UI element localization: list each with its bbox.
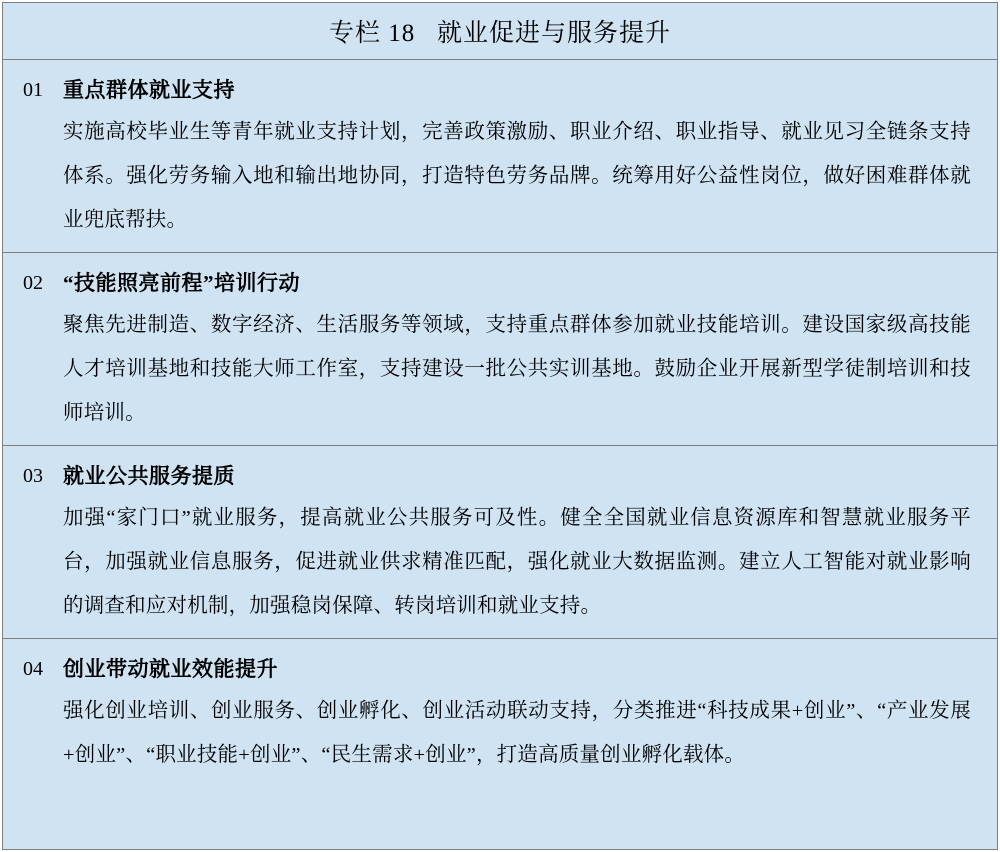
item-number: 03 [23, 465, 43, 487]
item-heading: “技能照亮前程”培训行动 [63, 271, 300, 295]
list-item [3, 639, 997, 787]
item-heading: 就业公共服务提质 [63, 464, 235, 488]
item-number: 02 [23, 272, 43, 294]
item-heading: 重点群体就业支持 [63, 78, 235, 102]
item-body [63, 265, 997, 435]
item-body [63, 651, 997, 777]
box-title [3, 3, 997, 60]
item-text: 聚焦先进制造、数字经济、生活服务等领域，支持重点群体参加就业技能培训。建设国家级高技能人才培训基地和技能大师工作室，支持建设一批公共实训基地。鼓励企业开展新型学徒制培训和技师培训。 [63, 314, 971, 424]
item-heading: 创业带动就业效能提升 [63, 657, 278, 681]
box-title-text: 专栏 18 就业促进与服务提升 [328, 20, 671, 47]
list-item [3, 60, 997, 253]
box-items [3, 60, 997, 849]
feature-box [2, 2, 998, 850]
list-item [3, 253, 997, 446]
item-text: 实施高校毕业生等青年就业支持计划，完善政策激励、职业介绍、职业指导、就业见习全链条支持体系。强化劳务输入地和输出地协同，打造特色劳务品牌。统筹用好公益性岗位，做好困难群体就业兜底帮扶。 [63, 121, 971, 231]
item-number: 01 [23, 79, 43, 101]
item-text: 强化创业培训、创业服务、创业孵化、创业活动联动支持，分类推进“科技成果+创业”、“产业发展+创业”、“职业技能+创业”、“民生需求+创业”，打造高质量创业孵化载体。 [63, 700, 971, 766]
item-text: 加强“家门口”就业服务，提高就业公共服务可及性。健全全国就业信息资源库和智慧就业服务平台，加强就业信息服务，促进就业供求精准匹配，强化就业大数据监测。建立人工智能对就业影响的调查和应对机制，加强稳岗保障、转岗培训和就业支持。 [63, 507, 971, 617]
list-item [3, 446, 997, 639]
item-number: 04 [23, 658, 43, 680]
item-body [63, 72, 997, 242]
item-body [63, 458, 997, 628]
